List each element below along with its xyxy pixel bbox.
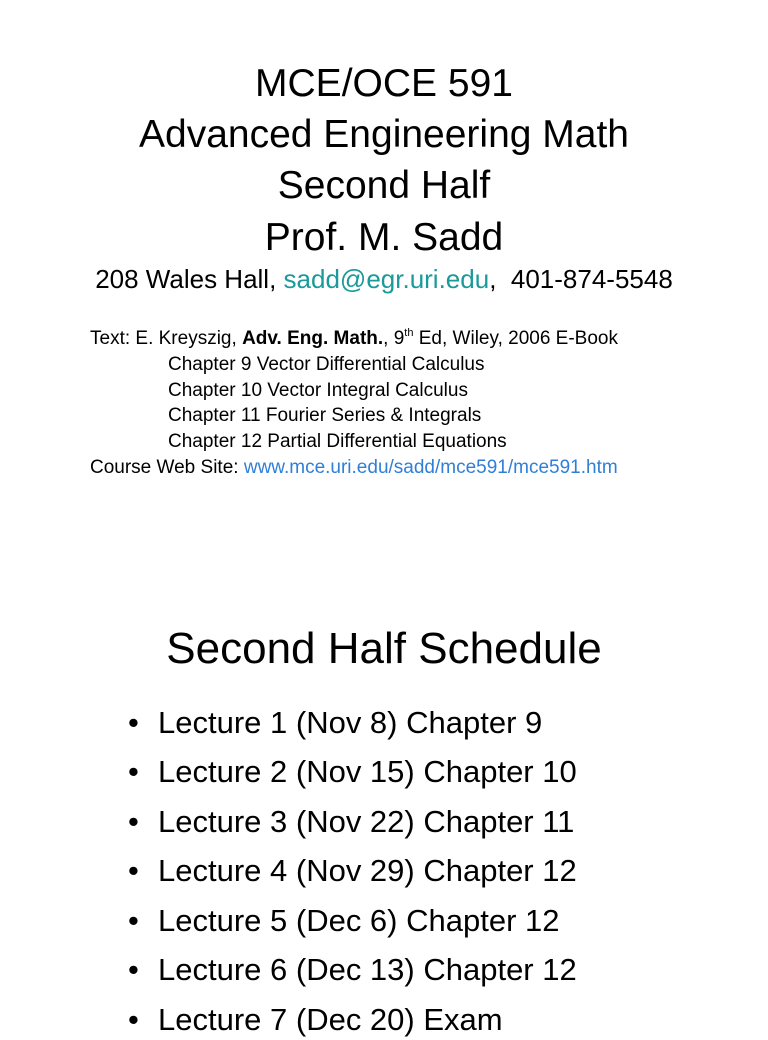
chapter-item: Chapter 11 Fourier Series & Integrals [168, 405, 482, 426]
chapter-item: Chapter 12 Partial Differential Equations [168, 431, 507, 452]
schedule-title: Second Half Schedule [166, 624, 602, 673]
website-line [90, 456, 618, 480]
contact-line [0, 262, 768, 296]
website-link[interactable]: www.mce.uri.edu/sadd/mce591/mce591.htm [243, 457, 618, 478]
bullet: • [128, 804, 139, 839]
chapter-item: Chapter 9 Vector Differential Calculus [168, 354, 485, 375]
bullet: • [128, 903, 139, 938]
bullet: • [128, 952, 139, 987]
lecture-text: Lecture 4 (Nov 29) Chapter 12 [158, 853, 577, 888]
textbook-title: Adv. Eng. Math. [242, 328, 384, 349]
instructor-name: Prof. M. Sadd [264, 216, 504, 259]
bullet: • [128, 1002, 139, 1037]
lecture-text: Lecture 3 (Nov 22) Chapter 11 [158, 804, 575, 839]
lecture-text: Lecture 1 (Nov 8) Chapter 9 [158, 705, 543, 740]
textbook-line [90, 327, 618, 351]
course-subtitle: Second Half [277, 164, 491, 207]
course-title: Advanced Engineering Math [139, 113, 629, 156]
lecture-text: Lecture 5 (Dec 6) Chapter 12 [158, 903, 560, 938]
chapter-item: Chapter 10 Vector Integral Calculus [168, 380, 468, 401]
phone-number: 401-874-5548 [510, 264, 673, 294]
course-code: MCE/OCE 591 [255, 62, 513, 105]
lecture-item [128, 851, 577, 891]
lecture-item [128, 901, 560, 941]
lecture-text: Lecture 7 (Dec 20) Exam [158, 1002, 503, 1037]
lecture-item [128, 752, 577, 792]
lecture-text: Lecture 2 (Nov 15) Chapter 10 [158, 754, 577, 789]
bullet: • [128, 853, 139, 888]
lecture-item [128, 1000, 503, 1040]
email-link[interactable]: sadd@egr.uri.edu [283, 264, 490, 294]
bullet: • [128, 754, 139, 789]
lecture-item [128, 802, 574, 842]
lecture-item [128, 703, 542, 743]
office-location: 208 Wales Hall, [95, 264, 277, 294]
website-label: Course Web Site: [90, 457, 239, 478]
textbook-edition-sup: th [404, 327, 414, 339]
textbook-edition-num: , 9 [383, 328, 405, 349]
contact-separator: , [489, 264, 497, 294]
textbook-prefix: Text: E. Kreyszig, [90, 328, 237, 349]
bullet: • [128, 705, 139, 740]
lecture-item [128, 950, 577, 990]
textbook-details: Ed, Wiley, 2006 E-Book [413, 328, 618, 349]
lecture-text: Lecture 6 (Dec 13) Chapter 12 [158, 952, 577, 987]
schedule-slide [0, 600, 768, 1037]
